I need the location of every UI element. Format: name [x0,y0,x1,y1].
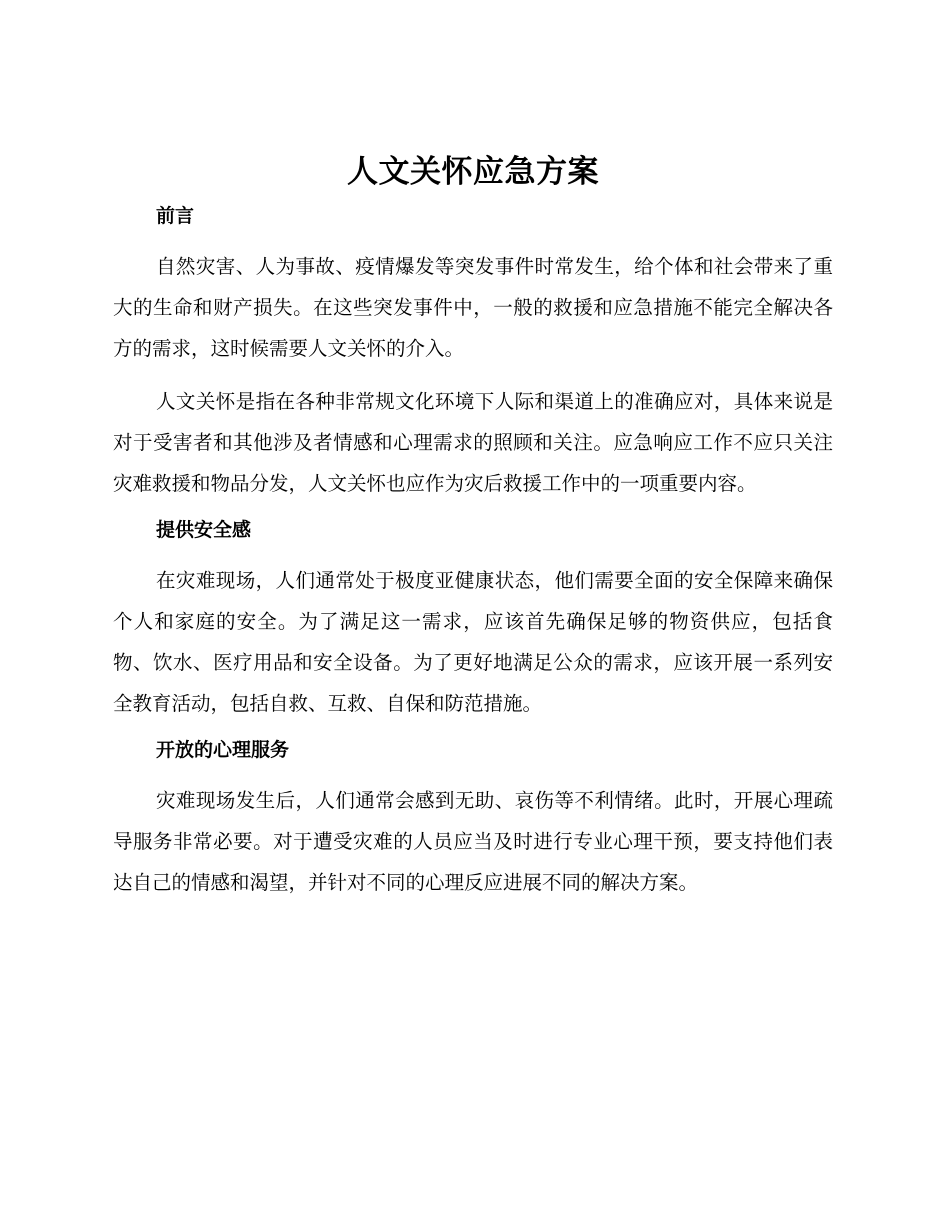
section-psychological-service [113,736,833,903]
section-heading: 提供安全感 [156,519,252,541]
section-heading: 开放的心理服务 [156,739,290,761]
document-title: 人文关怀应急方案 [347,154,599,190]
document-page [113,150,833,915]
section-heading: 前言 [156,205,195,227]
paragraph: 人文关怀是指在各种非常规文化环境下人际和渠道上的准确应对，具体来说是对于受害者和其他涉及者情感和心理需求的照顾和关注。应急响应工作不应只关注灾难救援和物品分发，人文关怀也应作为灾后救援工作中的一项重要内容。 [113,390,833,495]
section-preface [113,202,833,504]
paragraph: 灾难现场发生后，人们通常会感到无助、哀伤等不利情绪。此时，开展心理疏导服务非常必要。对于遭受灾难的人员应当及时进行专业心理干预，要支持他们表达自己的情感和渴望，并针对不同的心理反应进展不同的解决方案。 [113,789,833,894]
paragraph: 在灾难现场，人们通常处于极度亚健康状态，他们需要全面的安全保障来确保个人和家庭的安全。为了满足这一需求，应该首先确保足够的物资供应，包括食物、饮水、医疗用品和安全设备。为了更好地满足公众的需求，应该开展一系列安全教育活动，包括自救、互救、自保和防范措施。 [113,569,833,715]
paragraph: 自然灾害、人为事故、疫情爆发等突发事件时常发生，给个体和社会带来了重大的生命和财产损失。在这些突发事件中，一般的救援和应急措施不能完全解决各方的需求，这时候需要人文关怀的介入。 [113,255,833,360]
section-safety [113,516,833,724]
